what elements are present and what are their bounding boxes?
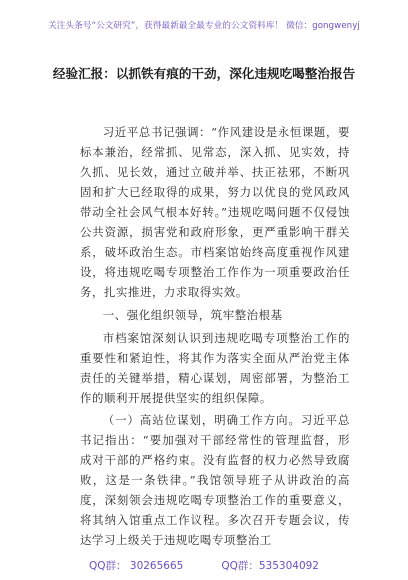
section-heading: 一、强化组织领导，筑牢整治根基 [102,308,283,322]
document-body [80,122,350,550]
body-paragraph-intro: 习近平总书记强调：“作风建设是永恒课题，要标本兼治，经常抓、见常态，深入抓、见实效，持久抓、见长效，通过立破并举、扶正祛邪，不断巩固和扩大已经取得的成果，努力以优良的党风政风带动全社会风气根本好转。”违规吃喝问题不仅侵蚀公共资源，损害党和政府形象，更严重影响干群关系，破坏政治生态。市档案馆始终高度重视作风建设，将违规吃喝专项整治工作作为一项重要政治任务，扎实推进，力求取得实效。 [80,125,350,299]
top-banner [0,0,408,50]
banner-text: 关注头条号“公文研究”，获得最新最全最专业的公文资料库！ 微信：gongwenyj [48,21,360,31]
body-paragraph: 市档案馆深刻认识到违规吃喝专项整治工作的重要性和紧迫性，将其作为落实全面从严治党主体责任的关键举措，精心谋划，周密部署，为整治工作的顺利开展提供坚实的组织保障。 [80,331,350,405]
document-title: 经验汇报：以抓铁有痕的干劲，深化违规吃喝整治报告 [52,66,356,81]
footer [0,558,408,573]
footer-qq-group-2: QQ群：535304092 [221,560,319,572]
body-paragraph-subsection: （一）高站位谋划，明确工作方向。习近平总书记指出：“要加强对干部经常性的管理监督，形成对干部的严格约束。没有监督的权力必然导致腐败，这是一条铁律。”我馆领导班子从讲政治的高度，深刻领会违规吃喝专项整治工作的重要意义，将其纳入馆重点工作议程。多次召开专题会议，传达学习上级关于违规吃喝专项整治工 [80,413,350,547]
footer-qq-group-1: QQ群： 30265665 [89,560,184,572]
